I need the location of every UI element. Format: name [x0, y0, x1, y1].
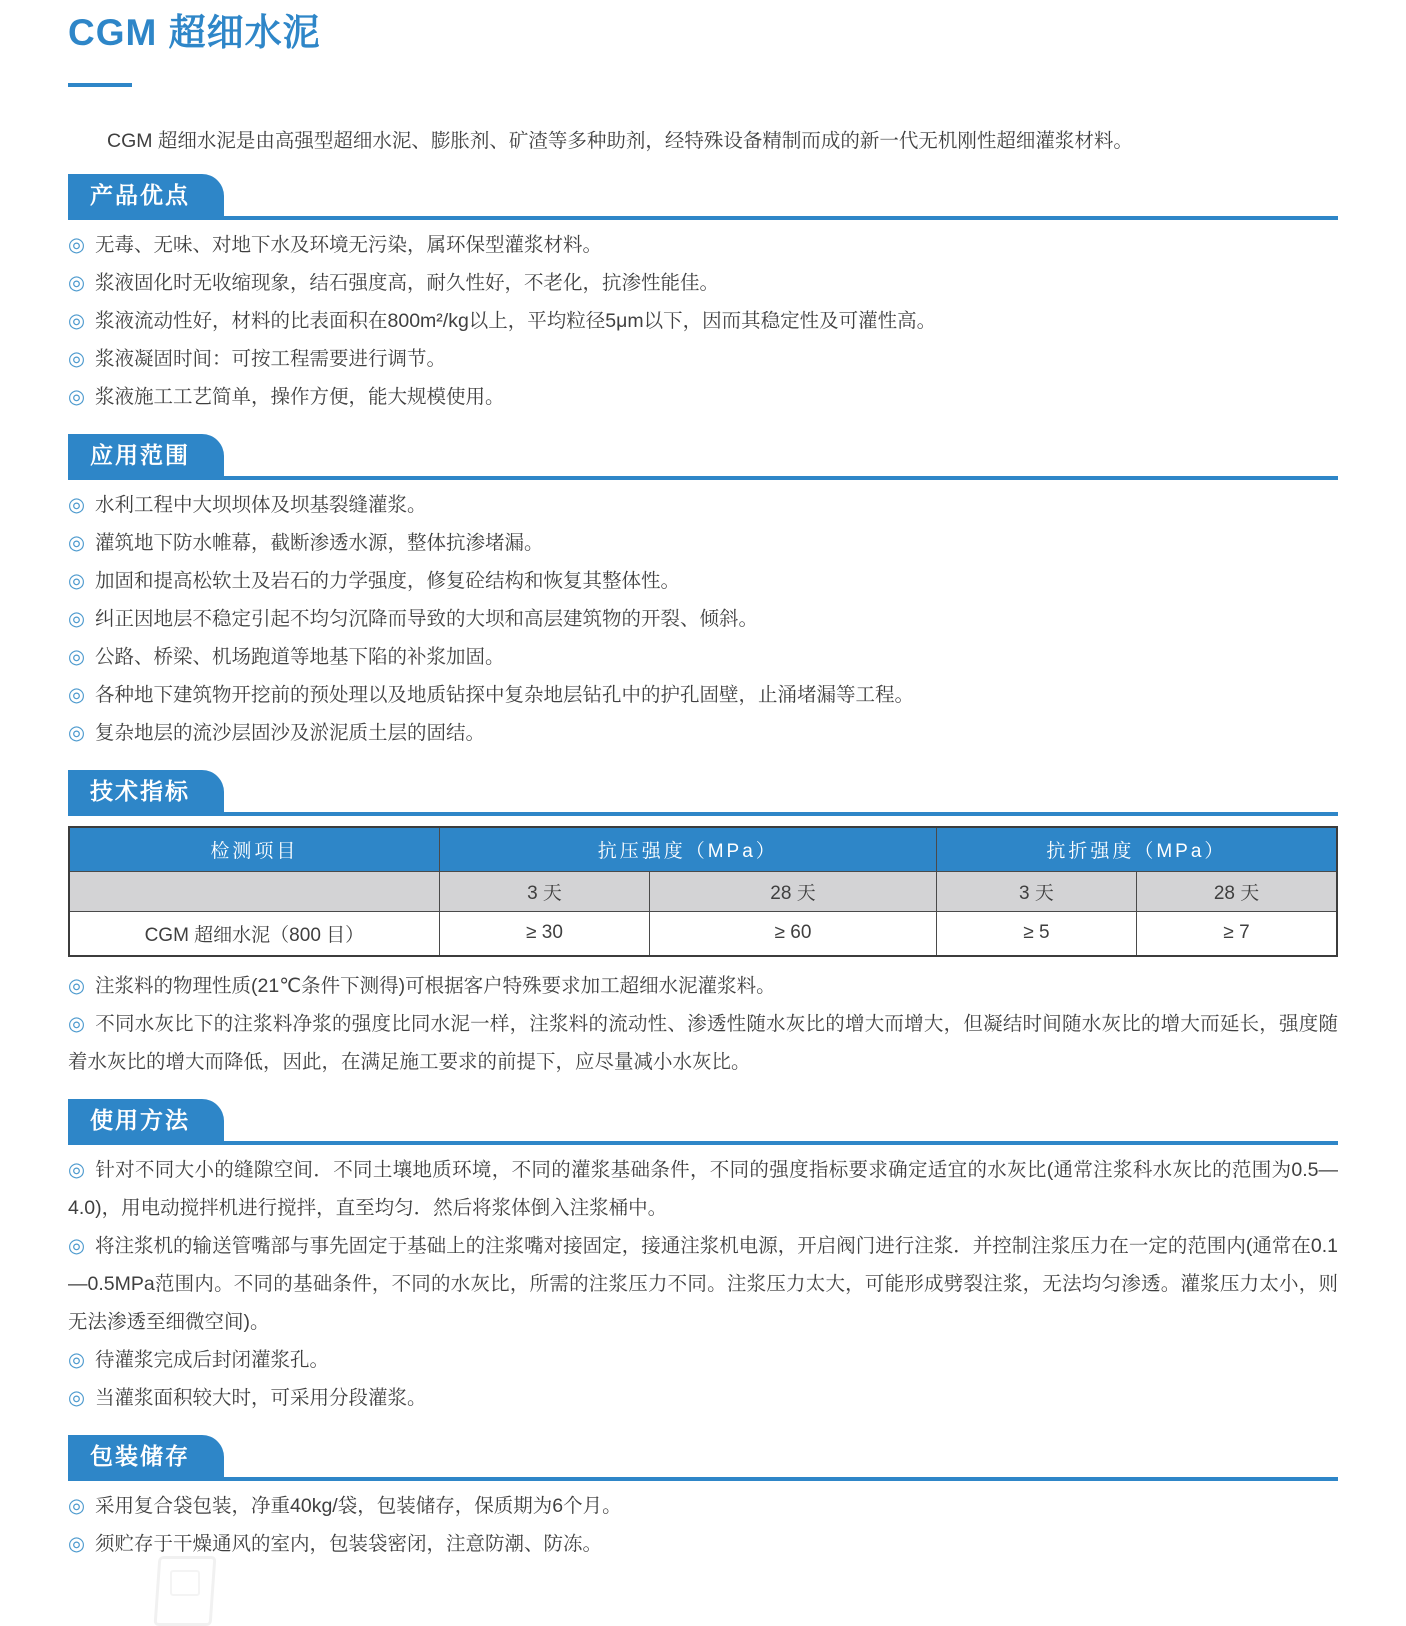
bullseye-bullet-icon: ◎	[68, 1386, 86, 1409]
table-cell-value: ≥ 30	[439, 911, 649, 956]
bullseye-bullet-icon: ◎	[68, 645, 86, 668]
section-applications	[68, 434, 1338, 752]
bullet-item	[68, 562, 1338, 600]
bullet-text: 针对不同大小的缝隙空间．不同土壤地质环境，不同的灌浆基础条件，不同的强度指标要求确定适宜的水灰比(通常注浆科水灰比的范围为0.5—4.0)，用电动搅拌机进行搅拌，直至均匀．然后将浆体倒入注浆桶中。	[68, 1158, 1339, 1219]
section-heading-tab-specs: 技术指标	[68, 770, 224, 812]
section-heading-tab-usage: 使用方法	[68, 1099, 224, 1141]
bullet-text: 待灌浆完成后封闭灌浆孔。	[95, 1348, 330, 1371]
bullet-item	[68, 302, 1338, 340]
bullet-text: 复杂地层的流沙层固沙及淤泥质土层的固结。	[95, 721, 486, 744]
bullet-text: 加固和提高松软土及岩石的力学强度，修复砼结构和恢复其整体性。	[95, 569, 681, 592]
table-cell-value: ≥ 5	[936, 911, 1136, 956]
bullet-text: 当灌浆面积较大时，可采用分段灌浆。	[95, 1386, 427, 1409]
table-cell-product-name: CGM 超细水泥（800 目）	[69, 911, 439, 956]
section-heading-rule	[68, 434, 1338, 480]
section-heading-tab-storage: 包装储存	[68, 1435, 224, 1477]
section-heading-rule	[68, 1435, 1338, 1481]
bullseye-bullet-icon: ◎	[68, 1158, 86, 1181]
bag-label-outline	[170, 1570, 200, 1596]
bullseye-bullet-icon: ◎	[68, 1348, 86, 1371]
bullseye-bullet-icon: ◎	[68, 531, 86, 554]
table-subheader-row	[69, 871, 1337, 911]
bullseye-bullet-icon: ◎	[68, 569, 86, 592]
bullseye-bullet-icon: ◎	[68, 721, 86, 744]
bullet-text: 公路、桥梁、机场跑道等地基下陷的补浆加固。	[95, 645, 505, 668]
bullet-item	[68, 1005, 1338, 1081]
bullseye-bullet-icon: ◎	[68, 493, 86, 516]
bullet-item	[68, 226, 1338, 264]
bullet-text: 浆液固化时无收缩现象，结石强度高，耐久性好，不老化，抗渗性能佳。	[95, 271, 720, 294]
bullseye-bullet-icon: ◎	[68, 1012, 86, 1035]
bullet-text: 注浆料的物理性质(21℃条件下测得)可根据客户特殊要求加工超细水泥灌浆料。	[95, 974, 776, 997]
bullseye-bullet-icon: ◎	[68, 683, 86, 706]
bullet-text: 各种地下建筑物开挖前的预处理以及地质钻探中复杂地层钻孔中的护孔固壁，止涌堵漏等工程。	[95, 683, 915, 706]
specs-table	[68, 826, 1338, 957]
bullet-text: 纠正因地层不稳定引起不均匀沉降而导致的大坝和高层建筑物的开裂、倾斜。	[95, 607, 759, 630]
bullet-item	[68, 714, 1338, 752]
table-header-test-item: 检测项目	[69, 827, 439, 872]
bullseye-bullet-icon: ◎	[68, 974, 86, 997]
bullseye-bullet-icon: ◎	[68, 1234, 86, 1257]
bullet-item	[68, 1487, 1338, 1525]
bullet-item	[68, 967, 1338, 1005]
bullet-item	[68, 264, 1338, 302]
bullet-item	[68, 1341, 1338, 1379]
bullet-text: 将注浆机的输送管嘴部与事先固定于基础上的注浆嘴对接固定，接通注浆机电源，开启阀门进行注浆．并控制注浆压力在一定的范围内(通常在0.1—0.5MPa范围内。不同的基础条件，不同的水灰比，所需的注浆压力不同。注浆压力太大，可能形成劈裂注浆，无法均匀渗透。灌浆压力太小，则无法渗透至细微空间)。	[68, 1234, 1339, 1333]
bullseye-bullet-icon: ◎	[68, 1532, 86, 1555]
section-heading-tab-applications: 应用范围	[68, 434, 224, 476]
table-cell-value: ≥ 7	[1137, 911, 1337, 956]
bullet-text: 灌筑地下防水帷幕，截断渗透水源，整体抗渗堵漏。	[95, 531, 544, 554]
cement-bag-watermark	[148, 1556, 240, 1626]
bullet-item	[68, 1379, 1338, 1417]
bullet-item	[68, 1227, 1338, 1341]
bullet-item	[68, 524, 1338, 562]
bullet-item	[68, 486, 1338, 524]
bullet-text: 须贮存于干燥通风的室内，包装袋密闭，注意防潮、防冻。	[95, 1532, 603, 1555]
bullet-text: 浆液施工工艺简单，操作方便，能大规模使用。	[95, 385, 505, 408]
bullet-list-storage	[68, 1487, 1338, 1563]
bullet-text: 不同水灰比下的注浆料净浆的强度比同水泥一样，注浆料的流动性、渗透性随水灰比的增大而增大，但凝结时间随水灰比的增大而延长，强度随着水灰比的增大而降低，因此，在满足施工要求的前提下，应尽量减小水灰比。	[68, 1012, 1338, 1073]
bullet-text: 无毒、无味、对地下水及环境无污染，属环保型灌浆材料。	[95, 233, 603, 256]
bullseye-bullet-icon: ◎	[68, 233, 86, 256]
bullseye-bullet-icon: ◎	[68, 347, 86, 370]
bullseye-bullet-icon: ◎	[68, 1494, 86, 1517]
specs-notes	[68, 967, 1338, 1081]
bullet-item	[68, 378, 1338, 416]
table-cell-value: ≥ 60	[650, 911, 937, 956]
bullet-text: 浆液流动性好，材料的比表面积在800m²/kg以上，平均粒径5μm以下，因而其稳定性及可灌性高。	[95, 309, 937, 332]
bullet-text: 采用复合袋包装，净重40kg/袋，包装储存，保质期为6个月。	[95, 1494, 622, 1517]
bullet-text: 浆液凝固时间：可按工程需要进行调节。	[95, 347, 447, 370]
bullet-item	[68, 676, 1338, 714]
intro-paragraph: CGM 超细水泥是由高强型超细水泥、膨胀剂、矿渣等多种助剂，经特殊设备精制而成的新一代无机刚性超细灌浆材料。	[107, 129, 1133, 152]
table-subheader-3d: 3 天	[439, 871, 649, 911]
section-storage	[68, 1435, 1338, 1563]
bullet-item	[68, 638, 1338, 676]
section-specs	[68, 770, 1338, 1081]
section-heading-rule	[68, 1099, 1338, 1145]
bullet-list-applications	[68, 486, 1338, 752]
bullet-item	[68, 340, 1338, 378]
table-header-compressive: 抗压强度（MPa）	[439, 827, 936, 872]
bullseye-bullet-icon: ◎	[68, 271, 86, 294]
table-subheader-blank	[69, 871, 439, 911]
section-usage	[68, 1099, 1338, 1417]
section-advantages	[68, 174, 1338, 416]
page-title: CGM 超细水泥	[68, 12, 321, 53]
bullseye-bullet-icon: ◎	[68, 309, 86, 332]
bullet-item	[68, 1151, 1338, 1227]
table-subheader-28d: 28 天	[650, 871, 937, 911]
section-heading-rule	[68, 770, 1338, 816]
bullseye-bullet-icon: ◎	[68, 607, 86, 630]
bullet-text: 水利工程中大坝坝体及坝基裂缝灌浆。	[95, 493, 427, 516]
section-heading-rule	[68, 174, 1338, 220]
bullet-item	[68, 1525, 1338, 1563]
table-header-row	[69, 827, 1337, 872]
bullet-list-advantages	[68, 226, 1338, 416]
table-header-flexural: 抗折强度（MPa）	[936, 827, 1337, 872]
bullet-item	[68, 600, 1338, 638]
table-row	[69, 911, 1337, 956]
table-subheader-28d: 28 天	[1137, 871, 1337, 911]
bullet-list-usage	[68, 1151, 1338, 1417]
bullseye-bullet-icon: ◎	[68, 385, 86, 408]
title-underline	[68, 83, 132, 87]
table-subheader-3d: 3 天	[936, 871, 1136, 911]
section-heading-tab-advantages: 产品优点	[68, 174, 224, 216]
